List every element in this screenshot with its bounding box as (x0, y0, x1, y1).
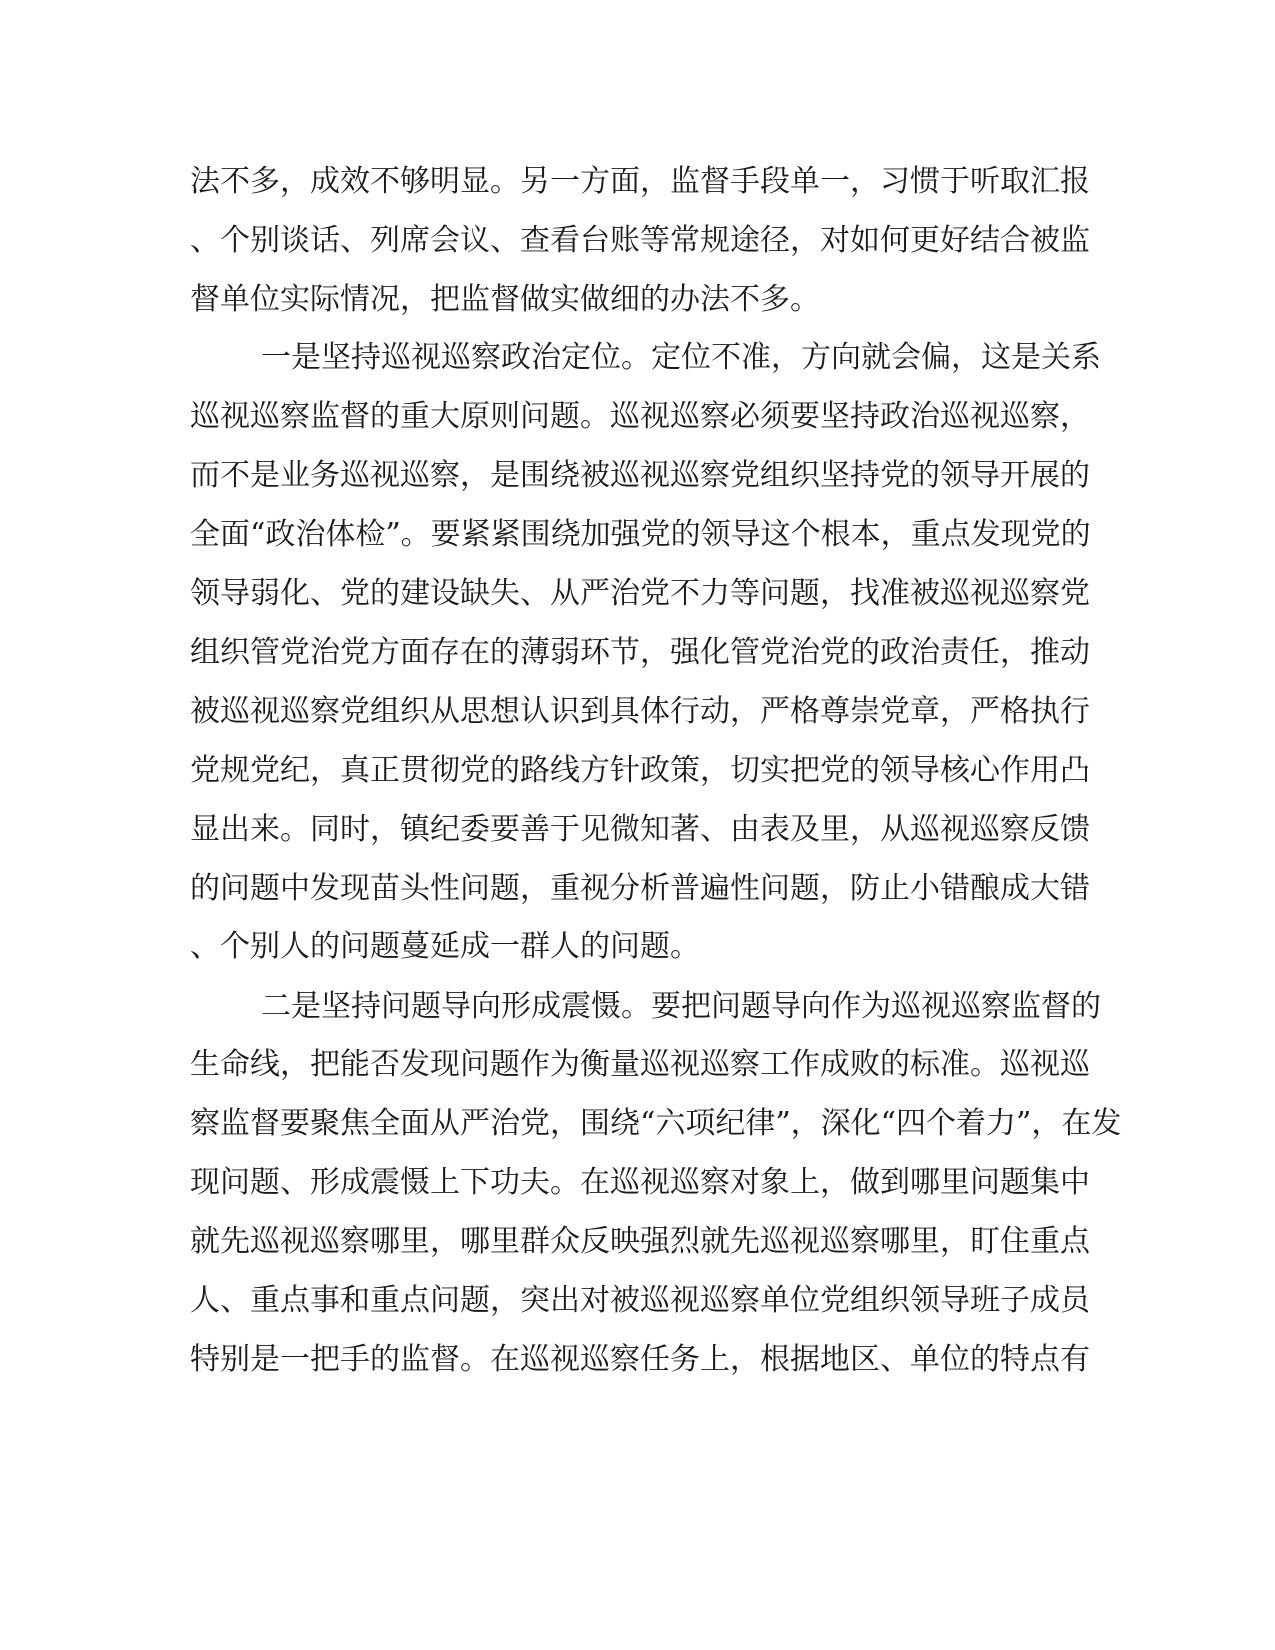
paragraph-1-line-2: 、个别谈话、列席会议、查看台账等常规途径，对如何更好结合被监 (190, 223, 1090, 258)
paragraph-3-line-3: 察监督要聚焦全面从严治党，围绕“六项纪律”，深化“四个着力”，在发 (190, 1106, 1122, 1141)
paragraph-3-line-7: 特别是一把手的监督。在巡视巡察任务上，根据地区、单位的特点有 (190, 1342, 1090, 1377)
paragraph-3-line-5: 就先巡视巡察哪里，哪里群众反映强烈就先巡视巡察哪里，盯住重点 (190, 1224, 1090, 1259)
paragraph-3-line-4: 现问题、形成震慑上下功夫。在巡视巡察对象上，做到哪里问题集中 (190, 1165, 1090, 1200)
paragraph-2-line-11: 、个别人的问题蔓延成一群人的问题。 (190, 929, 700, 964)
paragraph-2-line-1: 一是坚持巡视巡察政治定位。定位不准，方向就会偏，这是关系 (261, 340, 1101, 375)
paragraph-1-line-1: 法不多，成效不够明显。另一方面，监督手段单一，习惯于听取汇报 (190, 164, 1090, 199)
paragraph-2-line-5: 领导弱化、党的建设缺失、从严治党不力等问题，找准被巡视巡察党 (190, 576, 1090, 611)
paragraph-3-line-2: 生命线，把能否发现问题作为衡量巡视巡察工作成败的标准。巡视巡 (190, 1047, 1090, 1082)
paragraph-2-line-10: 的问题中发现苗头性问题，重视分析普遍性问题，防止小错酿成大错 (190, 871, 1090, 906)
paragraph-2-line-3: 而不是业务巡视巡察，是围绕被巡视巡察党组织坚持党的领导开展的 (190, 458, 1090, 493)
paragraph-3-line-1: 二是坚持问题导向形成震慑。要把问题导向作为巡视巡察监督的 (261, 989, 1101, 1024)
paragraph-2-line-7: 被巡视巡察党组织从思想认识到具体行动，严格尊崇党章，严格执行 (190, 694, 1090, 729)
paragraph-2-line-9: 显出来。同时，镇纪委要善于见微知著、由表及里，从巡视巡察反馈 (190, 812, 1090, 847)
paragraph-2-line-4: 全面“政治体检”。要紧紧围绕加强党的领导这个根本，重点发现党的 (190, 517, 1091, 552)
paragraph-3-line-6: 人、重点事和重点问题，突出对被巡视巡察单位党组织领导班子成员 (190, 1283, 1090, 1318)
paragraph-2-line-2: 巡视巡察监督的重大原则问题。巡视巡察必须要坚持政治巡视巡察， (190, 399, 1090, 434)
paragraph-1-line-3: 督单位实际情况，把监督做实做细的办法不多。 (190, 282, 820, 317)
paragraph-2-line-8: 党规党纪，真正贯彻党的路线方针政策，切实把党的领导核心作用凸 (190, 753, 1090, 788)
paragraph-2-line-6: 组织管党治党方面存在的薄弱环节，强化管党治党的政治责任，推动 (190, 635, 1090, 670)
